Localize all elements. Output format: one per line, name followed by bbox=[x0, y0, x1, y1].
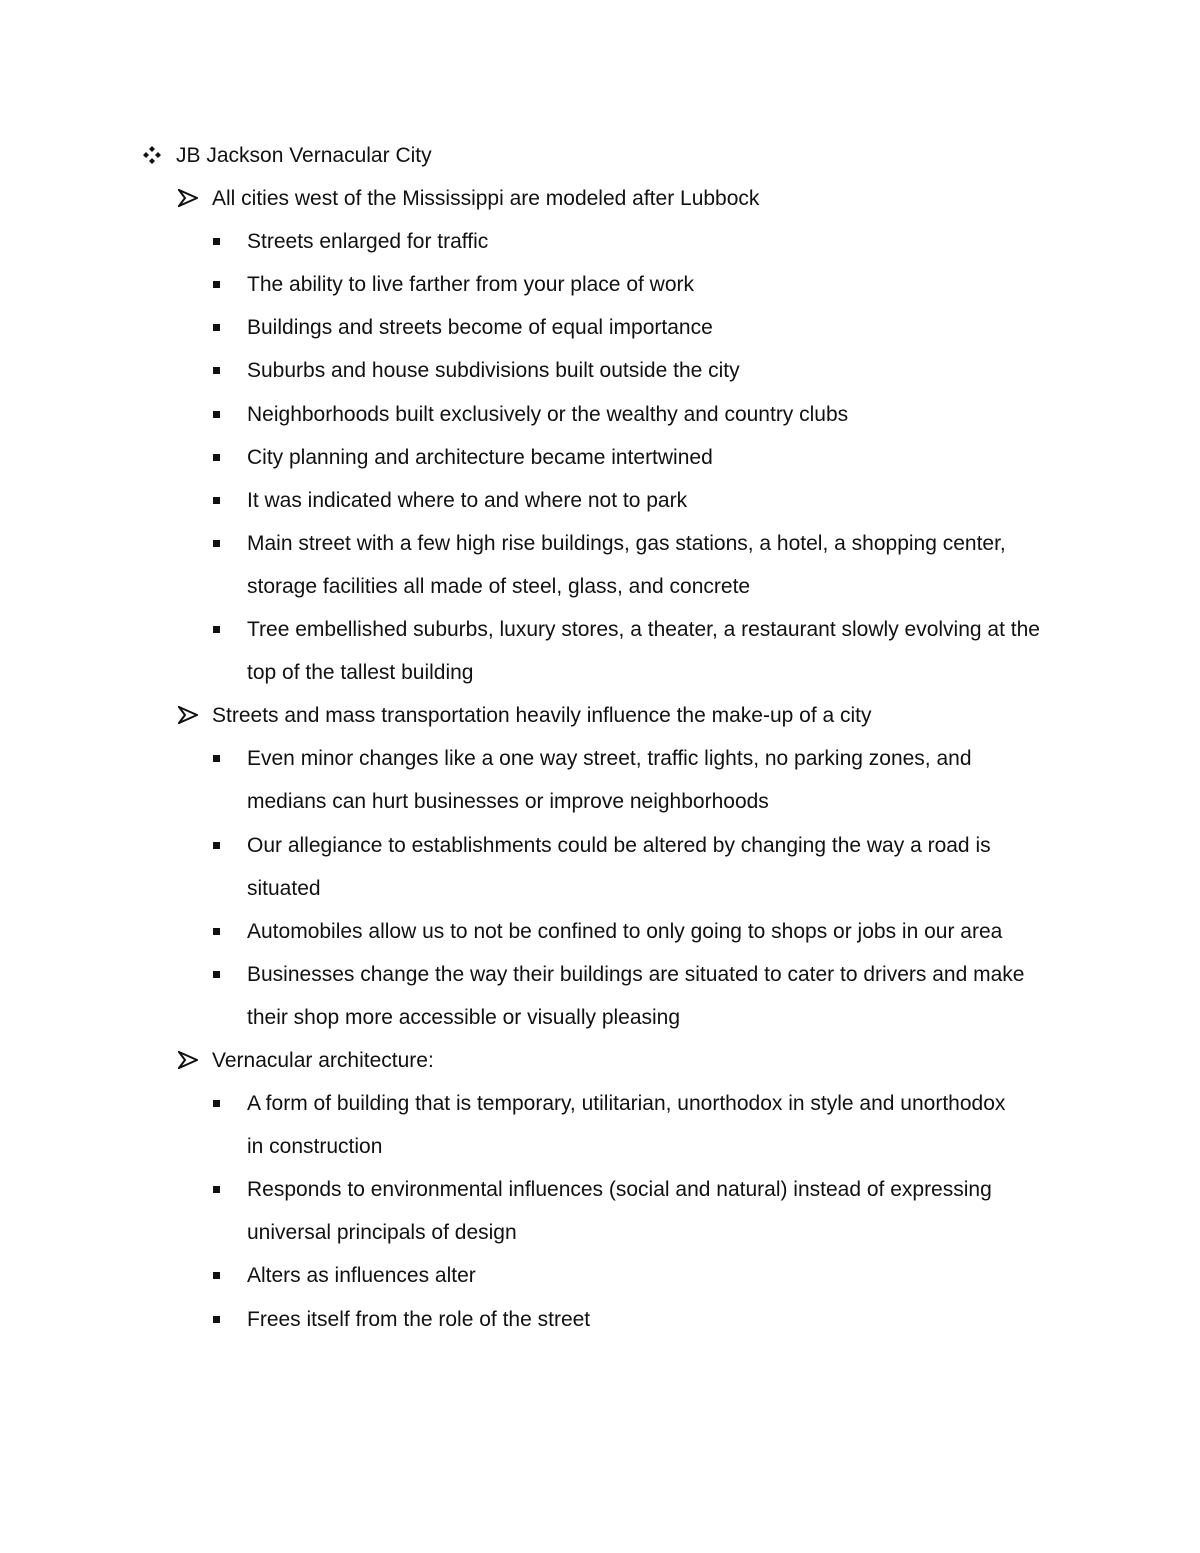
square-bullet-shape bbox=[213, 367, 220, 374]
list-item-text: Tree embellished suburbs, luxury stores, a theater, a restaurant slowly evolving at the bbox=[247, 618, 1040, 642]
list-item bbox=[0, 957, 1200, 1000]
list-item bbox=[0, 612, 1200, 655]
list-item-text: Main street with a few high rise buildings, gas stations, a hotel, a shopping center, bbox=[247, 531, 1006, 555]
list-item-text: Buildings and streets become of equal importance bbox=[247, 316, 713, 340]
list-item-text: Frees itself from the role of the street bbox=[247, 1307, 591, 1331]
list-item bbox=[0, 914, 1200, 957]
list-item-text: Streets enlarged for traffic bbox=[247, 230, 489, 254]
list-item-continuation bbox=[0, 784, 1200, 827]
list-item-text: Automobiles allow us to not be confined to only going to shops or jobs in our area bbox=[247, 919, 1003, 943]
list-item-continuation bbox=[0, 569, 1200, 612]
section-title-text: All cities west of the Mississippi are modeled after Lubbock bbox=[212, 187, 760, 211]
list-item-text: top of the tallest building bbox=[247, 661, 474, 685]
list-item-text: their shop more accessible or visually pleasing bbox=[247, 1005, 681, 1029]
square-bullet-shape bbox=[213, 324, 220, 331]
list-item-text: Neighborhoods built exclusively or the wealthy and country clubs bbox=[247, 402, 849, 426]
list-item-text: The ability to live farther from your place of work bbox=[247, 273, 695, 297]
list-item-text: Suburbs and house subdivisions built outside the city bbox=[247, 359, 740, 383]
list-item-text: medians can hurt businesses or improve neighborhoods bbox=[247, 790, 769, 814]
square-bullet-shape bbox=[213, 238, 220, 245]
list-item-text: It was indicated where to and where not to park bbox=[247, 488, 688, 512]
list-item bbox=[0, 526, 1200, 569]
list-item bbox=[0, 397, 1200, 440]
list-item-continuation bbox=[0, 1215, 1200, 1258]
list-item bbox=[0, 353, 1200, 396]
square-bullet-shape bbox=[213, 497, 220, 504]
square-bullet-shape bbox=[213, 928, 220, 935]
list-item bbox=[0, 1172, 1200, 1215]
square-bullet-shape bbox=[213, 1186, 220, 1193]
section-title-text: Streets and mass transportation heavily influence the make-up of a city bbox=[212, 704, 872, 728]
list-item bbox=[0, 1302, 1200, 1345]
list-item bbox=[0, 483, 1200, 526]
list-item-text: Even minor changes like a one way street, traffic lights, no parking zones, and bbox=[247, 747, 972, 771]
list-item-continuation bbox=[0, 1129, 1200, 1172]
list-item-continuation bbox=[0, 871, 1200, 914]
list-item-continuation bbox=[0, 655, 1200, 698]
square-bullet-shape bbox=[213, 1316, 220, 1323]
list-item-continuation bbox=[0, 1000, 1200, 1043]
square-bullet-shape bbox=[213, 540, 220, 547]
square-bullet-shape bbox=[213, 1100, 220, 1107]
list-item-text: Responds to environmental influences (social and natural) instead of expressing bbox=[247, 1178, 992, 1202]
list-item-text: A form of building that is temporary, utilitarian, unorthodox in style and unorthodox bbox=[247, 1092, 1006, 1116]
list-item bbox=[0, 1258, 1200, 1301]
list-item-text: universal principals of design bbox=[247, 1221, 517, 1245]
list-item bbox=[0, 828, 1200, 871]
section-title bbox=[0, 1043, 1200, 1086]
square-bullet-shape bbox=[213, 1272, 220, 1279]
list-item-text: situated bbox=[247, 876, 321, 900]
list-item bbox=[0, 1086, 1200, 1129]
square-bullet-shape bbox=[213, 755, 220, 762]
square-bullet-shape bbox=[213, 454, 220, 461]
list-item-text: in construction bbox=[247, 1135, 383, 1159]
square-bullet-shape bbox=[213, 411, 220, 418]
square-bullet-shape bbox=[213, 626, 220, 633]
list-item-text: storage facilities all made of steel, glass, and concrete bbox=[247, 574, 751, 598]
square-bullet-shape bbox=[213, 971, 220, 978]
section-title-text: Vernacular architecture: bbox=[212, 1048, 434, 1072]
list-item-text: Alters as influences alter bbox=[247, 1264, 476, 1288]
square-bullet-shape bbox=[213, 842, 220, 849]
list-item bbox=[0, 310, 1200, 353]
section-title bbox=[0, 181, 1200, 224]
list-item-text: City planning and architecture became intertwined bbox=[247, 445, 713, 469]
list-item bbox=[0, 224, 1200, 267]
list-item bbox=[0, 267, 1200, 310]
outline-list bbox=[0, 138, 1200, 1345]
heading-text: JB Jackson Vernacular City bbox=[176, 144, 432, 167]
list-item bbox=[0, 741, 1200, 784]
square-bullet-shape bbox=[213, 281, 220, 288]
section-title bbox=[0, 698, 1200, 741]
outline-heading bbox=[0, 138, 1200, 181]
list-item bbox=[0, 440, 1200, 483]
list-item-text: Our allegiance to establishments could be altered by changing the way a road is bbox=[247, 833, 991, 857]
list-item-text: Businesses change the way their buildings are situated to cater to drivers and make bbox=[247, 962, 1025, 986]
